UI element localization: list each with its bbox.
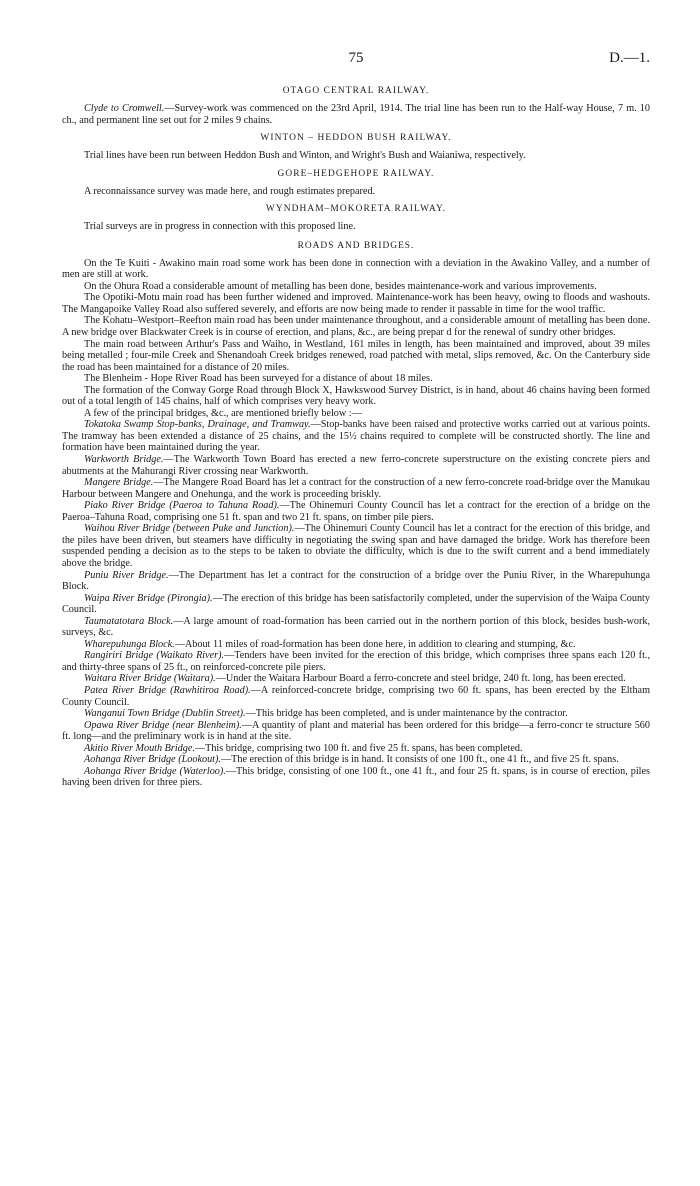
bridge-item-text: —The erection of this bridge has been satisfactorily completed, under the supervision of the Waipa County Council. [62, 592, 650, 616]
bridge-item-text: —A reinforced-concrete bridge, comprising two 60 ft. spans, has been erected by the Eltham County Council. [62, 684, 650, 708]
bridge-item-title: Piako River Bridge (Paeroa to Tahuna Road). [84, 500, 280, 512]
bridge-item-text: —This bridge has been completed, and is under maintenance by the contractor. [245, 708, 568, 720]
document-page [62, 50, 650, 789]
bridge-item-text: —Under the Waitara Harbour Board a ferro-concrete and steel bridge, 240 ft. long, has been erected. [215, 673, 626, 685]
bridge-item [62, 454, 650, 477]
bridge-item [62, 523, 650, 569]
bridge-item [62, 766, 650, 789]
bridge-item-text: —About 11 miles of road-formation has been done here, in addition to clearing and stumping, &c. [174, 638, 576, 650]
bridge-item [62, 593, 650, 616]
heading-gore-hedgehope-railway: GORE–HEDGEHOPE RAILWAY. [277, 168, 435, 179]
bridge-item-text: —A quantity of plant and material has been ordered for this bridge—a ferro-concr te structure 560 ft. long—and the preliminary work is in hand at the site. [62, 719, 650, 743]
bridge-item-title: Wharepuhunga Block. [84, 638, 175, 650]
bridge-item [62, 477, 650, 500]
paragraph: The Blenheim - Hope River Road has been surveyed for a distance of about 18 miles. [84, 373, 433, 385]
paragraph-lead: Clyde to Cromwell. [84, 103, 165, 114]
bridge-item-text: —Tenders have been invited for the erection of this bridge, which comprises three spans each 120 ft., and thirty-three spans of 25 ft., on reinforced-concrete pile piers. [62, 650, 650, 673]
bridge-item [62, 650, 650, 673]
bridge-item-title: Mangere Bridge. [84, 477, 154, 489]
paragraph: The Kohatu–Westport–Reefton main road has been under maintenance throughout, and a considerable amount of metalling has been done. A new bridge over Blackwater Creek is in course of erection, and plans, &c., are being prepar d for the renewal of sundry other bridges. [62, 315, 650, 339]
bridge-item-text: —Stop-banks have been raised and protective works carried out at various points. The tramway has been extended a distance of 25 chains, and the 15½ chains required to complete will be constructed shortly. The line and formation have been maintained during the year. [62, 419, 650, 454]
bridge-item-text: —The erection of this bridge is in hand. It consists of one 100 ft., one 41 ft., and five 25 ft. spans. [220, 754, 619, 766]
heading-roads-and-bridges: ROADS AND BRIDGES. [297, 240, 415, 251]
paragraph: The main road between Arthur's Pass and Waiho, in Westland, 161 miles in length, has been maintained and improved, about 39 miles being metalled ; four-mile Creek and Shenandoah Creek bridges renewed, road patched with metal, slips removed, &c. On the Canterbury side the road has been maintained for a distance of 20 miles. [62, 338, 650, 373]
bridge-item-title: Opawa River Bridge (near Blenheim). [84, 719, 242, 731]
bridge-item-title: Akitio River Mouth Bridge. [84, 742, 195, 754]
heading-wyndham-mokoreta-railway: WYNDHAM–MOKORETA RAILWAY. [265, 204, 447, 215]
bridge-item-title: Aohanga River Bridge (Lookout). [84, 754, 221, 766]
document-reference: D.—1. [609, 50, 650, 66]
bridge-item [62, 570, 650, 593]
paragraph-otago [62, 103, 650, 126]
paragraph: The Opotiki-Motu main road has been further widened and improved. Maintenance-work has been heavy, owing to floods and washouts. The Mangapoike Valley Road also suffered severely, and efforts are now being made to render it passable in time for the wool traffic. [62, 292, 650, 315]
bridge-item-title: Tokatoka Swamp Stop-banks, Drainage, and Tramway. [84, 419, 311, 431]
bridge-item-title: Patea River Bridge (Rawhitiroa Road). [84, 684, 251, 696]
bridge-item-title: Rangiriri Bridge (Waikato River). [84, 650, 225, 662]
bridge-item [62, 754, 650, 766]
paragraph-text: —Survey-work was commenced on the 23rd April, 1914. The trial line has been run to the Half-way House, 7 m. 10 ch., and permanent line set out for 2 miles 9 chains. [62, 103, 650, 126]
paragraph: On the Te Kuiti - Awakino main road some work has been done in connection with a deviation in the Awakino Valley, and a number of men are still at work. [62, 257, 650, 281]
bridge-item [62, 500, 650, 523]
bridge-item [62, 419, 650, 454]
bridge-item-title: Waitara River Bridge (Waitara). [84, 673, 216, 685]
bridge-item-text: —This bridge, consisting of one 100 ft., one 41 ft., and four 25 ft. spans, is in course of erection, piles having been driven for three piers. [62, 765, 650, 789]
bridge-item-title: Waipa River Bridge (Pirongia). [84, 592, 213, 604]
bridge-item [62, 616, 650, 639]
bridge-item [62, 639, 650, 651]
bridge-item [62, 743, 650, 755]
bridge-item-text: —The Ohinemuri County Council has let a contract for the erection of this bridge, and the piles have been driven, but steamers have difficulty in negotiating the swing span and have damaged the bridge. Work has therefore been suspended pending a decision as to the steps to be taken to obviate the difficulty, which is due to the swift current and a bend immediately above the bridge. [62, 523, 650, 569]
heading-winton-heddon-bush-railway: WINTON – HEDDON BUSH RAILWAY. [260, 133, 452, 144]
bridge-item [62, 708, 650, 720]
bridge-item-title: Warkworth Bridge. [84, 454, 164, 466]
bridge-item-text: —The Mangere Road Board has let a contract for the construction of a new ferro-concrete road-bridge over the Manukau Harbour between Mangere and Onehunga, and the work is proceeding briskly. [62, 477, 650, 500]
paragraph: A few of the principal bridges, &c., are mentioned briefly below :— [84, 407, 362, 419]
bridge-item [62, 720, 650, 743]
bridge-item-title: Puniu River Bridge. [84, 569, 169, 581]
paragraph-wyndham: Trial surveys are in progress in connection with this proposed line. [84, 221, 356, 233]
bridge-item-title: Aohanga River Bridge (Waterloo). [84, 765, 226, 777]
page-number: 75 [348, 50, 364, 66]
heading-otago-central-railway: OTAGO CENTRAL RAILWAY. [282, 86, 430, 96]
bridge-item-text: —The Ohinemuri County Council has let a contract for the erection of a bridge on the Paeroa–Tahuna Road, comprising one 51 ft. span and two 21 ft. spans, on timber pile piers. [62, 500, 651, 523]
paragraph-winton: Trial lines have been run between Heddon Bush and Winton, and Wright's Bush and Waianiwa, respectively. [84, 150, 526, 162]
bridge-item-text: —The Warkworth Town Board has erected a new ferro-concrete superstructure on the existing concrete piers and abutments at the Mahurangi River crossing near Warkworth. [62, 454, 651, 477]
bridge-item-title: Taumatatotara Block. [84, 615, 174, 627]
bridge-item-title: Waihou River Bridge (between Puke and Junction). [84, 523, 295, 535]
paragraph: On the Ohura Road a considerable amount of metalling has been done, besides maintenance-work and various improvements. [84, 280, 597, 292]
bridge-item [62, 685, 650, 708]
bridge-item-text: —The Department has let a contract for the construction of a bridge over the Puniu River, in the Wharepuhunga Block. [62, 569, 650, 593]
paragraph-gore: A reconnaissance survey was made here, and rough estimates prepared. [84, 185, 376, 197]
bridge-item-title: Wanganui Town Bridge (Dublin Street). [84, 708, 246, 720]
paragraph: The formation of the Conway Gorge Road through Block X, Hawkswood Survey District, is in hand, about 46 chains having been formed out of a total length of 145 chains, half of which comprises very heavy work. [62, 384, 650, 408]
bridge-item-text: —This bridge, comprising two 100 ft. and five 25 ft. spans, has been completed. [194, 742, 523, 754]
bridge-item-text: —A large amount of road-formation has been carried out in the northern portion of this block, besides bush-work, surveys, &c. [62, 615, 651, 639]
page-header [62, 50, 650, 70]
bridge-item [62, 673, 650, 685]
